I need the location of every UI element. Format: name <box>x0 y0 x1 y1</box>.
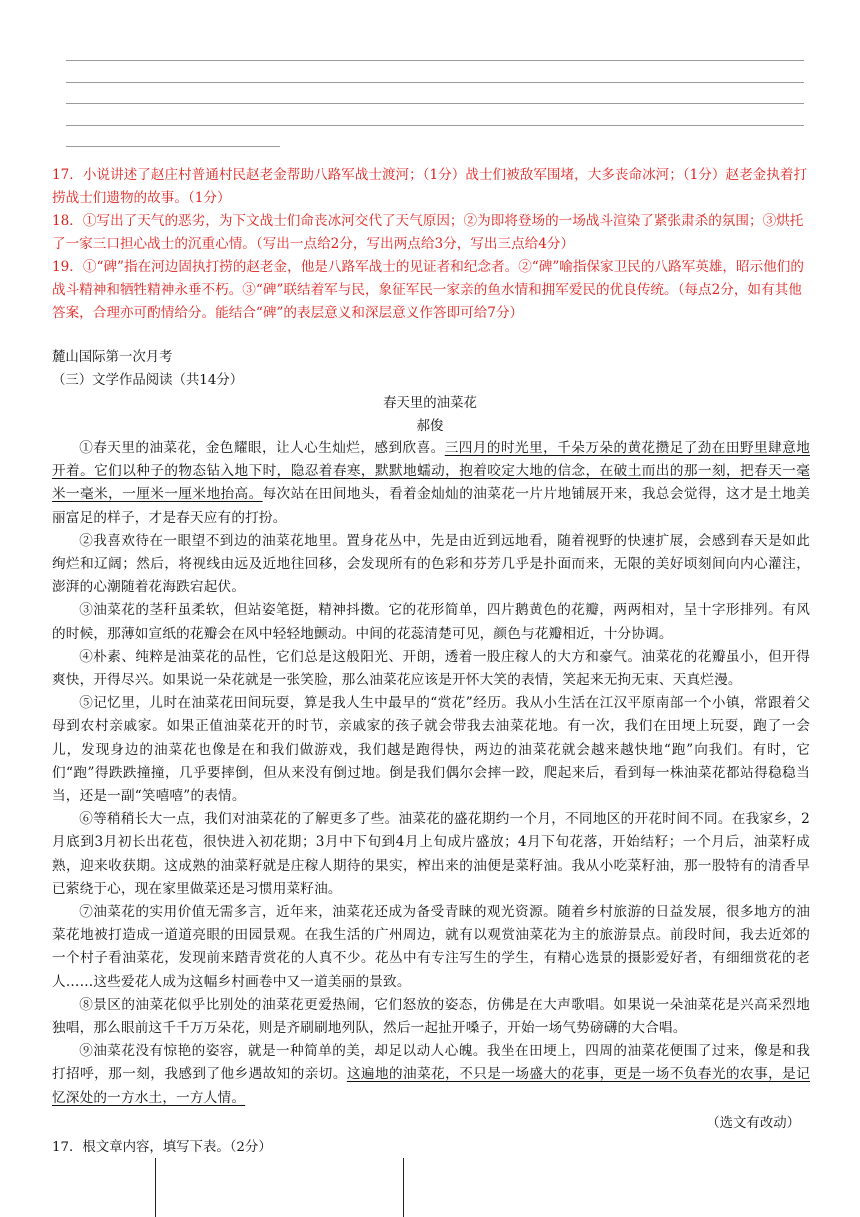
answer-lines <box>66 60 804 168</box>
answer-line <box>66 146 280 147</box>
answer-line <box>66 125 804 126</box>
answer-key <box>52 164 814 325</box>
essay-title: 春天里的油菜花 <box>383 396 477 411</box>
paragraph-3: ③油菜花的茎秆虽柔软，但站姿笔挺，精神抖擞。它的花形简单，四片鹅黄色的花瓣，两两相对，呈十字形排列。有风的时候，那薄如宣纸的花瓣会在风中轻轻地颤动。中间的花蕊清楚可见，颜色与花瓣相近，十分协调。 <box>52 602 810 642</box>
essay-author: 郝俊 <box>416 419 444 434</box>
table-border <box>403 1158 404 1217</box>
paragraph-8: ⑧景区的油菜花似乎比别处的油菜花更爱热闹，它们怒放的姿态，仿佛是在大声歌唱。如果说一朵油菜花是兴高采烈地独唱，那么眼前这千千万万朵花，则是齐刷刷地列队，然后一起扯开嗓子，开始一场气势磅礴的大合唱。 <box>52 996 810 1037</box>
paragraph-2: ②我喜欢待在一眼望不到边的油菜花地里。置身花丛中，先是由近到远地看，随着视野的快速扩展，会感到春天是如此绚烂和辽阔；然后，将视线由远及近地往回移，会发现所有的色彩和芬芳几乎是扑面而来，无限的美好顷刻间向内心灌注，澎湃的心潮随着花海跌宕起伏。 <box>52 532 810 596</box>
paragraph-9: ⑨油菜花没有惊艳的姿容，就是一种简单的美，却足以动人心魄。我坐在田埂上，四周的油菜花便围了过来，像是和我打招呼，那一刻，我感到了他乡遇故知的亲切。这遍地的油菜花，不只是一场盛大的花事，更是一场不负春光的农事，是记忆深处的一方水土，一方人情。 <box>52 1043 810 1106</box>
underlined-sentence: 三四月的时光里，千朵万朵的黄花攒足了劲在田野里肆意地开着。它们以种子的物态钻入地下时，隐忍着春寒，默默地蠕动，抱着咬定大地的信念，在破土而出的那一刻，把春天一毫米一毫米，一厘米一厘米地抬高。 <box>52 440 811 503</box>
answer-q17: 17．小说讲述了赵庄村普通村民赵老金帮助八路军战士渡河；（1分）战士们被敌军围堵，大多丧命冰河；（1分）赵老金执着打捞战士们遗物的故事。（1分） <box>52 167 808 206</box>
table-border <box>155 1158 156 1217</box>
answer-line <box>66 60 804 61</box>
answer-line <box>66 82 804 83</box>
paragraph-6: ⑥等稍稍长大一点，我们对油菜花的了解更多了些。油菜花的盛花期约一个月，不同地区的开花时间不同。在我家乡，2月底到3月初长出花苞，很快进入初花期；3月中下旬到4月上旬成片盛放；4月下旬花落，开始结籽；一个月后，油菜籽成熟，迎来收获期。这成熟的油菜籽就是庄稼人期待的果实，榨出来的油便是菜籽油。我从小吃菜籽油，那一股特有的清香早已萦绕于心，现在家里做菜还是习惯用菜籽油。 <box>52 811 810 897</box>
school-heading: 麓山国际第一次月考 <box>52 350 173 365</box>
answer-line <box>66 103 804 104</box>
paragraph-4: ④朴素、纯粹是油菜花的品性，它们总是这般阳光、开朗，透着一股庄稼人的大方和豪气。油菜花的花瓣虽小，但开得爽快，开得尽兴。如果说一朵花就是一张笑脸，那么油菜花应该是开怀大笑的表情，笑起来无拘无束、天真烂漫。 <box>52 648 810 689</box>
answer-q18: 18．①写出了天气的恶劣，为下文战士们命丧冰河交代了天气原因；②为即将登场的一场战斗渲染了紧张肃杀的氛围；③烘托了一家三口担心战士的沉重心情。（写出一点给2分，写出两点给3分，写出三点给4分） <box>52 213 804 252</box>
question-17: 17．根文章内容，填写下表。（2分） <box>52 1140 272 1155</box>
answer-q19: 19．①“碑”指在河边固执打捞的赵老金，他是八路军战士的见证者和纪念者。②“碑”喻指保家卫民的八路军英雄，昭示他们的战斗精神和牺牲精神永垂不朽。③“碑”联结着军与民，象征军民一家亲的鱼水情和拥军爱民的优良传统。（每点2分，如有其他答案，合理亦可酌情给分。能结合“碑”的表层意义和深层意义作答即可给7分） <box>52 259 804 321</box>
paragraph-1: ①春天里的油菜花，金色耀眼，让人心生灿烂，感到欣喜。三四月的时光里，千朵万朵的黄花攒足了劲在田野里肆意地开着。它们以种子的物态钻入地下时，隐忍着春寒，默默地蠕动，抱着咬定大地的信念，在破土而出的那一刻，把春天一毫米一毫米，一厘米一厘米地抬高。每次站在田间地头，看着金灿灿的油菜花一片片地铺展开来，我总会觉得，这才是土地美丽富足的样子，才是春天应有的打扮。 <box>52 440 811 526</box>
essay-body <box>52 437 810 1110</box>
paragraph-7: ⑦油菜花的实用价值无需多言，近年来，油菜花还成为备受青睐的观光资源。随着乡村旅游的日益发展，很多地方的油菜花地被打造成一道道亮眼的田园景观。在我生活的广州周边，就有以观赏油菜花为主的旅游景点。前段时间，我去近郊的一个村子看油菜花，发现前来踏青赏花的人真不少。花丛中有专注写生的学生，有精心选景的摄影爱好者，有细细赏花的老人……这些爱花人成为这幅乡村画卷中又一道美丽的景致。 <box>52 904 810 990</box>
paragraph-5: ⑤记忆里，儿时在油菜花田间玩耍，算是我人生中最早的“赏花”经历。我从小生活在江汉平原南部一个小镇，常跟着父母到农村亲戚家。如果正值油菜花开的时节，亲戚家的孩子就会带我去油菜花地。有一次，我们在田埂上玩耍，跑了一会儿，发现身边的油菜花也像是在和我们做游戏，我们越是跑得快，两边的油菜花就会越来越快地“跑”向我们。有时，它们“跑”得跌跌撞撞，几乎要摔倒，但从来没有倒过地。倒是我们偶尔会摔一跤，爬起来后，看到每一株油菜花都站得稳稳当当，还是一副“笑嘻嘻”的表情。 <box>52 695 810 805</box>
underlined-sentence: 这遍地的油菜花，不只是一场盛大的花事，更是一场不负春光的农事，是记忆深处的一方水土，一方人情。 <box>52 1066 810 1106</box>
section-title: （三）文学作品阅读（共14分） <box>52 373 244 388</box>
source-note: （选文有改动） <box>706 1116 800 1131</box>
